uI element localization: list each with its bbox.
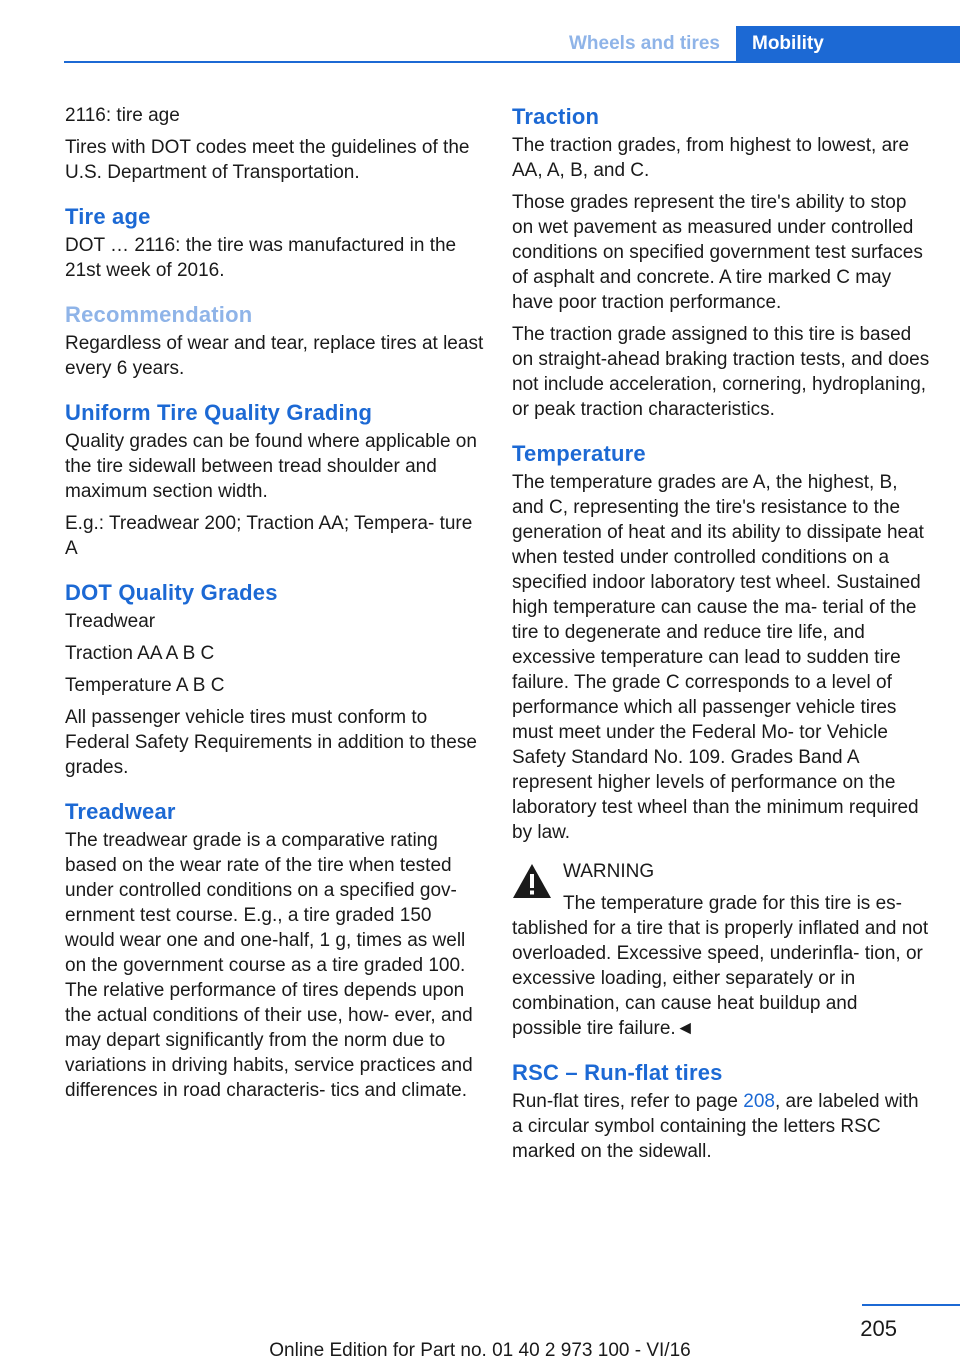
treadwear-heading: Treadwear bbox=[65, 799, 176, 824]
traction-assignment: The traction grade assigned to this tire is based on straight-ahead braking traction tests, and does not include acceleration, cornering, hydroplaning, or peak traction characteristics. bbox=[512, 324, 930, 420]
left-column bbox=[65, 103, 485, 1110]
intro-paragraph: Tires with DOT codes meet the guidelines of the U.S. Department of Transportation. bbox=[65, 137, 470, 183]
rsc-heading: RSC – Run-flat tires bbox=[512, 1060, 723, 1085]
chapter-tab[interactable]: Mobility bbox=[736, 26, 960, 61]
recommendation-heading: Recommendation bbox=[65, 302, 253, 327]
dot-grades-heading: DOT Quality Grades bbox=[65, 580, 278, 605]
traction-heading: Traction bbox=[512, 104, 600, 129]
rsc-text bbox=[512, 1089, 932, 1164]
warning-triangle-icon bbox=[512, 863, 552, 899]
dot-grades-text: All passenger vehicle tires must conform to Federal Safety Requirements in addition to these grades. bbox=[65, 707, 477, 778]
recommendation-text: Regardless of wear and tear, replace tires at least every 6 years. bbox=[65, 333, 484, 379]
dot-traction-line: Traction AA A B C bbox=[65, 643, 215, 664]
warning-box bbox=[512, 859, 932, 1041]
treadwear-text: The treadwear grade is a comparative rating based on the wear rate of the tire when tested under controlled conditions on a specified gov‐ ernment test course. E.g., a tire graded 150 would wear one and one-half, 1 g, times as well on the government course as a tire graded 100. The relative performance of tires depends upon the actual conditions of their use, how‐ ever, and may depart significantly from the norm due to variations in driving habits, service practices and differences in road characteris‐ tics and climate. bbox=[65, 830, 473, 1101]
traction-explanation: Those grades represent the tire's ability to stop on wet pavement as measured under controlled conditions on specified government test surfaces of asphalt and concrete. A tire marked C may have poor traction performance. bbox=[512, 192, 923, 313]
tire-age-text: DOT … 2116: the tire was manufactured in the 21st week of 2016. bbox=[65, 235, 457, 281]
page-number: 205 bbox=[860, 1316, 897, 1341]
temperature-heading: Temperature bbox=[512, 441, 646, 466]
page-header bbox=[0, 0, 960, 64]
dot-temperature-line: Temperature A B C bbox=[65, 675, 225, 696]
rsc-text-after: , are labeled with a circular symbol containing the letters RSC marked on the sidewall. bbox=[512, 1091, 919, 1162]
temperature-text: The temperature grades are A, the highest, B, and C, representing the tire's resistance to the generation of heat and its ability to dissipate heat when tested under controlled conditions on a specified indoor laboratory test wheel. Sustained high temperature can cause the ma‐ terial of the tire to degenerate and reduce tire life, and excessive temperature can lead to sudden tire failure. The grade C corresponds to a level of performance which all passenger vehicle tires must meet under the Federal Mo‐ tor Vehicle Safety Standard No. 109. Grades Band A represent higher levels of performance on the laboratory test wheel than the minimum required by law. bbox=[512, 472, 924, 843]
traction-text: The traction grades, from highest to lowest, are AA, A, B, and C. bbox=[512, 135, 910, 181]
section-tab[interactable]: Wheels and tires bbox=[569, 33, 720, 54]
right-column bbox=[512, 103, 932, 1171]
intro-line: 2116: tire age bbox=[65, 105, 180, 126]
utqg-example: E.g.: Treadwear 200; Traction AA; Tempera‐ ture A bbox=[65, 513, 473, 559]
header-divider bbox=[64, 61, 960, 63]
rsc-text-before: Run-flat tires, refer to page bbox=[512, 1091, 744, 1112]
edition-note: Online Edition for Part no. 01 40 2 973 100 - VI/16 bbox=[269, 1340, 691, 1361]
footer-divider bbox=[862, 1304, 960, 1306]
dot-treadwear-line: Treadwear bbox=[65, 611, 156, 632]
warning-title: WARNING bbox=[563, 861, 655, 882]
warning-text: The temperature grade for this tire is es‐ tablished for a tire that is properly inflated and not overloaded. Excessive speed, underinfla‐ tion, or excessive loading, either separately or in combination, can cause heat buildup and possible tire failure.◄ bbox=[512, 893, 929, 1039]
utqg-text: Quality grades can be found where applicable on the tire sidewall between tread shoulder and maximum section width. bbox=[65, 431, 477, 502]
utqg-heading: Uniform Tire Quality Grading bbox=[65, 400, 373, 425]
page-reference-link[interactable]: 208 bbox=[743, 1091, 775, 1112]
tire-age-heading: Tire age bbox=[65, 204, 151, 229]
